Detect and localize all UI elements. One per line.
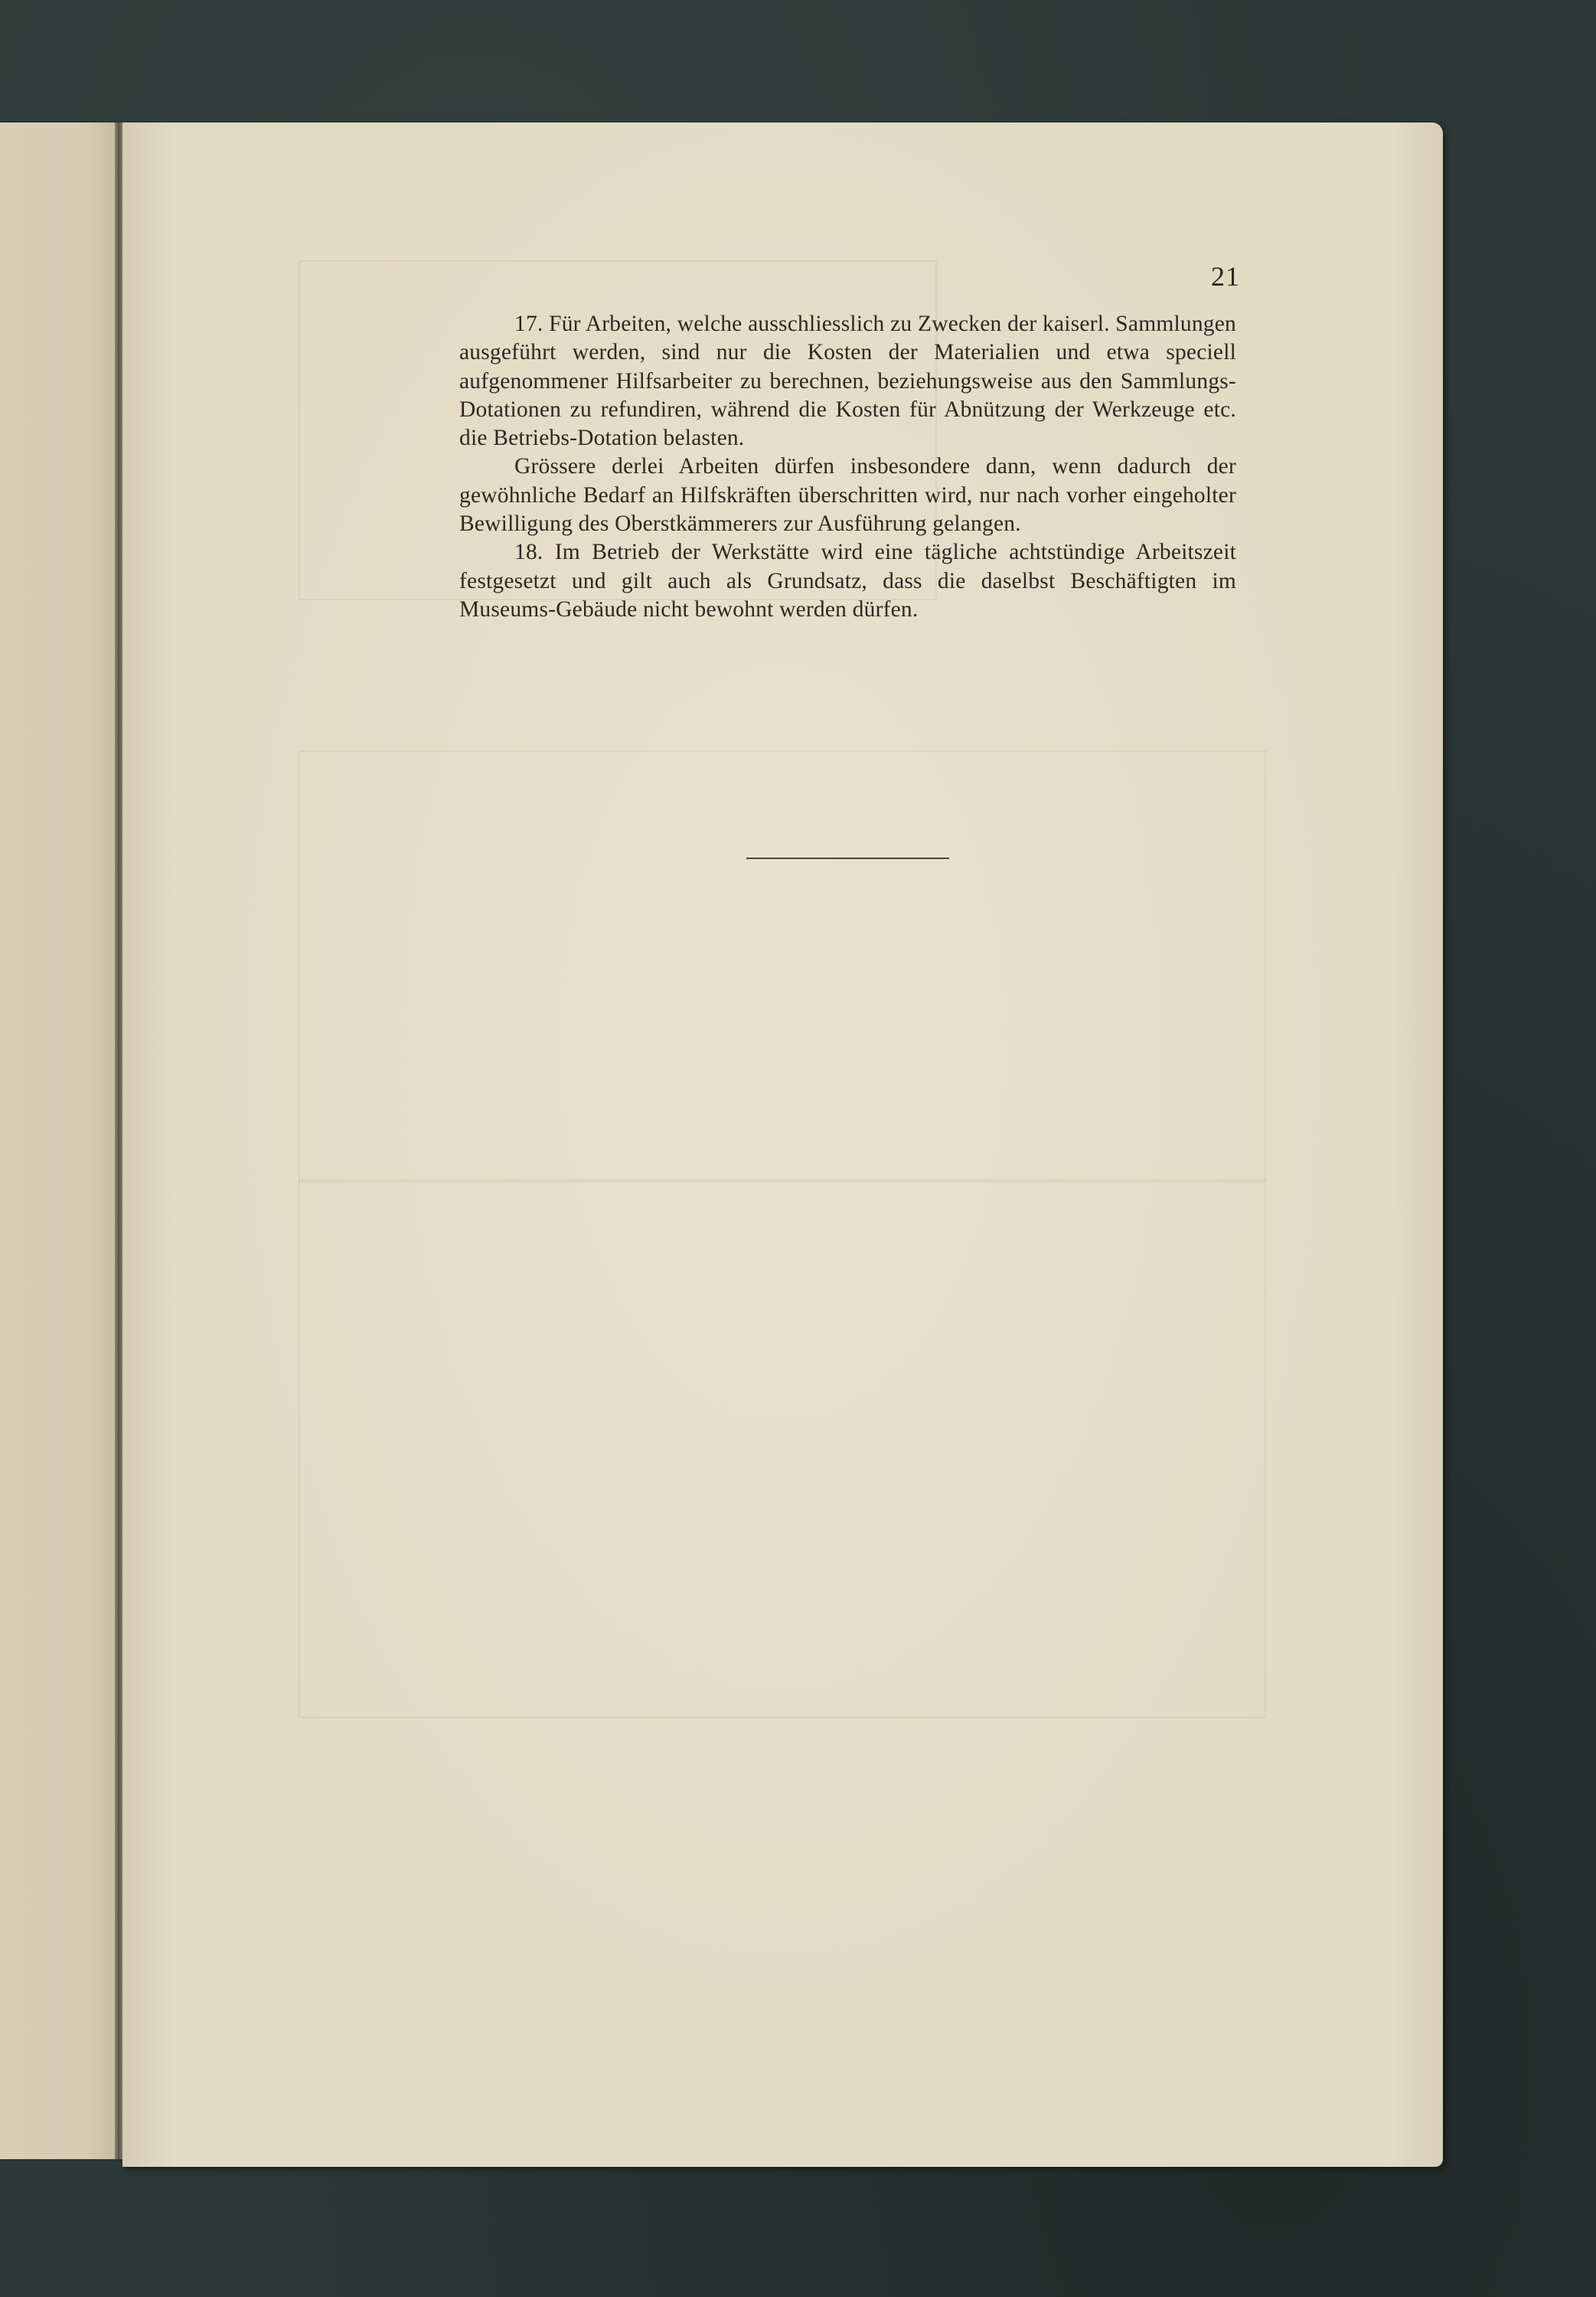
body-text <box>459 310 1236 624</box>
paragraph: 17. Für Arbeiten, welche ausschliesslich zu Zwecken der kaiserl. Sammlungen ausgeführt werden, sind nur die Kosten der Materialien und etwa speciell aufgenommener Hilfsarbeiter zu berechnen, beziehungsweise aus den Sammlungs-Dotationen zu refundiren, während die Kosten für Abnützung der Werkzeuge etc. die Betriebs-Dotation belasten. <box>459 312 1236 451</box>
show-through-frame <box>299 1179 1266 1718</box>
paragraph: 18. Im Betrieb der Werkstätte wird eine tägliche achtstündige Arbeitszeit festgesetzt und gilt auch als Grundsatz, dass die daselbst Beschäftigten im Museums-Gebäude nicht bewohnt werden dürfen. <box>459 540 1236 622</box>
page-number: 21 <box>1211 261 1240 292</box>
paragraph: Grössere derlei Arbeiten dürfen insbesondere dann, wenn dadurch der gewöhnliche Bedarf an Hilfskräften überschritten wird, nur nach vorher eingeholter Bewilligung des Oberstkämmerers zur Ausführung gelangen. <box>459 454 1236 537</box>
show-through-frame <box>299 750 1266 1182</box>
left-page-edge <box>0 123 121 2159</box>
book-spine <box>115 123 122 2159</box>
horizontal-divider <box>746 858 949 859</box>
